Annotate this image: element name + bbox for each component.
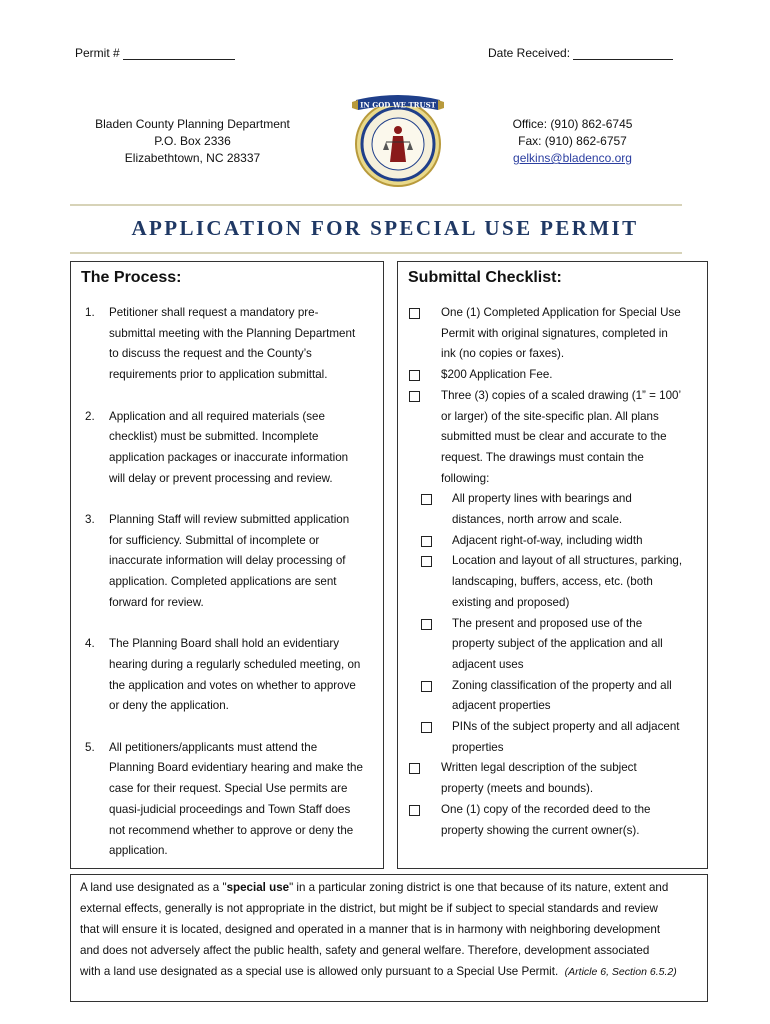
process-box [70,261,384,869]
checklist-box [397,261,708,869]
definition-line-4: and does not adversely affect the public health, safety and general welfare. Therefore, development associated [80,944,650,957]
checklist-item-line: property showing the current owner(s). [441,823,640,837]
process-step-line: case for their request. Special Use permits are [109,782,348,796]
checklist-item-line: following: [441,471,490,485]
process-step-line: not recommend whether to approve or deny the [109,823,354,837]
process-step-line: for sufficiency. Submittal of incomplete or [109,533,320,547]
checklist-checkbox[interactable] [409,370,420,381]
fax-number: Fax: (910) 862-6757 [518,134,627,148]
process-step-line: will delay or prevent processing and review. [109,471,333,485]
checklist-item-line: ink (no copies or faxes). [441,347,565,361]
checklist-item-line: All property lines with bearings and [452,492,632,506]
checklist-item-line: existing and proposed) [452,595,570,609]
process-step-line: Planning Board evidentiary hearing and make the [109,761,363,775]
process-step-line: hearing during a regularly scheduled meeting, on [109,657,361,671]
department-city: Elizabethtown, NC 28337 [124,151,261,165]
process-step-line: The Planning Board shall hold an evidentiary [109,637,340,651]
definition-citation: (Article 6, Section 6.5.2) [564,966,677,978]
date-received-label: Date Received: [488,46,571,60]
department-address [85,116,300,167]
permit-number-blank[interactable] [123,47,235,60]
checklist-item-line: or larger) of the site-specific plan. All plans [441,409,659,423]
checklist-checkbox[interactable] [409,805,420,816]
checklist-item-line: Written legal description of the subject [441,761,637,775]
process-step-line: Planning Staff will review submitted application [109,513,350,526]
permit-number-label: Permit # [75,46,120,60]
checklist-item-line: Adjacent right-of-way, including width [452,533,643,547]
process-step-line: application. [109,844,168,858]
checklist-item-line: One (1) copy of the recorded deed to the [441,802,651,816]
checklist-heading: Submittal Checklist: [408,269,562,286]
definition-line-2: external effects, generally is not appropriate in the district, but might be if subject to special standards and review [80,902,658,915]
definition-post: " in a particular zoning district is one that because of its nature, extent and [289,881,669,894]
title-rule-bottom [70,252,682,254]
process-step-line: forward for review. [109,595,204,609]
contact-info [490,116,655,167]
title-rule-top [70,204,682,206]
checklist-item-line: The present and proposed use of the [452,616,643,630]
process-step-line: to discuss the request and the County’s [109,347,312,361]
definition-line-3: that will ensure it is located, designed and operated in a manner that is in harmony with neighboring development [80,923,661,936]
checklist-item-line: property subject of the application and all [452,637,663,651]
process-step-line: submittal meeting with the Planning Department [109,326,356,340]
checklist-checkbox[interactable] [409,763,420,774]
process-step-line: All petitioners/applicants must attend the [109,740,318,754]
checklist-checkbox[interactable] [421,556,432,567]
process-step-number: 3. [85,513,95,526]
definition-line-1 [80,878,668,899]
definition-line-5 [80,962,677,983]
date-received-field[interactable] [488,46,673,60]
checklist-item-line: Zoning classification of the property and all [452,678,672,692]
date-received-blank[interactable] [573,47,673,60]
seal-ring-text [446,92,447,93]
checklist-checkbox[interactable] [409,391,420,402]
definition-pre: A land use designated as a " [80,881,227,894]
checklist-checkbox[interactable] [421,681,432,692]
checklist-item-line: request. The drawings must contain the [441,450,644,464]
checklist-checkbox[interactable] [421,619,432,630]
seal-banner-text: IN GOD WE TRUST [360,100,436,110]
checklist-item-line: properties [452,740,504,754]
page-title: APPLICATION FOR SPECIAL USE PERMIT [131,216,639,240]
process-step-line: inaccurate information will delay processing of [109,554,346,568]
process-step-line: Petitioner shall request a mandatory pre- [109,306,319,319]
process-step-line: or deny the application. [109,699,229,713]
checklist-item-line: Permit with original signatures, completed in [441,326,668,340]
checklist-item-line: adjacent uses [452,657,524,671]
county-seal [350,92,446,188]
checklist-item-line: PINs of the subject property and all adjacent [452,720,680,733]
process-step-line: quasi-judicial proceedings and Town Staff does [109,802,351,816]
process-step-line: application packages or inaccurate information [109,450,349,464]
checklist-checkbox[interactable] [421,722,432,733]
checklist-checkbox[interactable] [421,494,432,505]
checklist-item-line: One (1) Completed Application for Special Use [441,306,681,319]
process-step-line: checklist) must be submitted. Incomplete [109,430,319,444]
checklist-item-line: property (meets and bounds). [441,782,594,796]
process-step-number: 4. [85,637,95,651]
process-step-number: 1. [85,306,95,319]
definition-term: special use [226,881,290,894]
permit-number-field[interactable] [75,46,235,60]
process-heading: The Process: [81,269,182,286]
checklist-item-line: adjacent properties [452,699,551,713]
checklist-item-line: landscaping, buffers, access, etc. (both [452,575,653,589]
checklist-checkbox[interactable] [409,308,420,319]
process-step-number: 5. [85,740,95,754]
office-phone: Office: (910) 862-6745 [512,117,633,131]
process-step-line: Application and all required materials (see [109,409,325,423]
process-step-line: requirements prior to application submittal. [109,368,328,382]
process-step-line: application. Completed applications are sent [109,575,337,589]
process-step-line: the application and votes on whether to approve [109,678,356,692]
checklist-item-line: submitted must be clear and accurate to the [441,430,667,444]
definition-line-5-text: with a land use designated as a special use is allowed only pursuant to a Special Use Permit. [80,965,559,978]
checklist-item-line: Location and layout of all structures, parking, [452,554,683,568]
process-step-number: 2. [85,409,95,423]
department-po-box: P.O. Box 2336 [154,134,231,148]
department-name: Bladen County Planning Department [95,117,290,131]
email-link[interactable]: gelkins@bladenco.org [513,151,632,165]
checklist-checkbox[interactable] [421,536,432,547]
checklist-item-line: $200 Application Fee. [441,368,553,382]
checklist-item-line: distances, north arrow and scale. [452,513,623,526]
checklist-item-line: Three (3) copies of a scaled drawing (1” = 100’ [441,388,682,402]
